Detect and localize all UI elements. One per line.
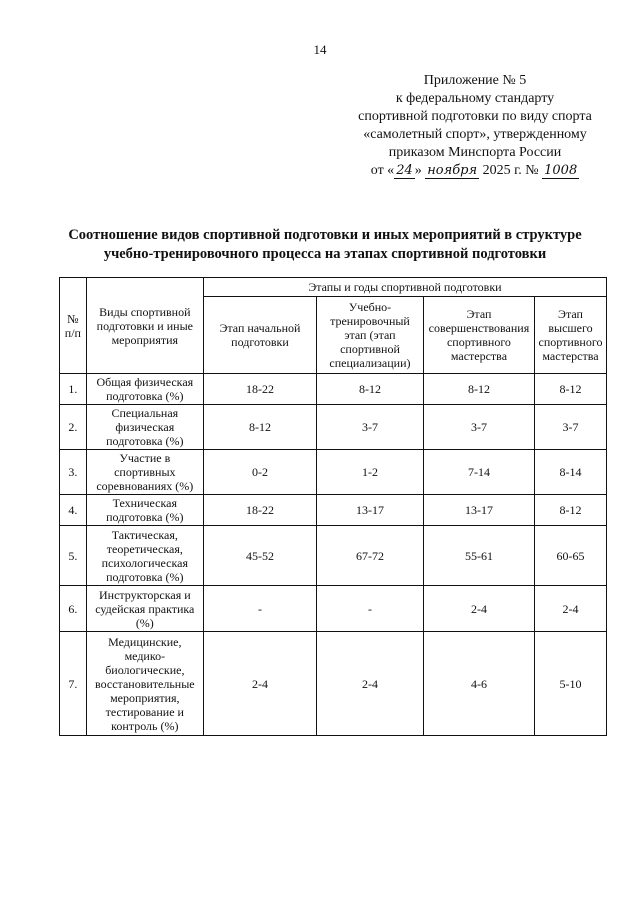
- row-num: 1.: [60, 374, 87, 405]
- header-stage-1: Этап начальной подготовки: [203, 297, 316, 374]
- row-value: 1-2: [317, 450, 424, 495]
- row-value: 8-12: [423, 374, 534, 405]
- order-number: 1008: [544, 163, 578, 178]
- table-row: [60, 586, 607, 632]
- row-value: 8-12: [203, 405, 316, 450]
- row-value: 2-4: [203, 632, 316, 736]
- row-value: 8-14: [534, 450, 606, 495]
- row-value: 4-6: [423, 632, 534, 736]
- appendix-date-line: [340, 162, 610, 180]
- document-title: [40, 226, 610, 264]
- row-value: 8-12: [317, 374, 424, 405]
- header-stage-4: Этап высшего спортивного мастерства: [534, 297, 606, 374]
- title-line-2: учебно-тренировочного процесса на этапах спортивной подготовки: [103, 246, 547, 262]
- date-year: 2025 г. №: [482, 163, 539, 178]
- row-value: 5-10: [534, 632, 606, 736]
- appendix-line-2: к федеральному стандарту: [395, 91, 555, 106]
- row-type: Медицинские, медико-биологические, восстановительные мероприятия, тестирование и контроль (%): [86, 632, 203, 736]
- row-value: 8-12: [534, 495, 606, 526]
- row-type: Инструкторская и судейская практика (%): [86, 586, 203, 632]
- appendix-block: [340, 72, 610, 180]
- row-value: 55-61: [423, 526, 534, 586]
- row-value: 45-52: [203, 526, 316, 586]
- row-type: Специальная физическая подготовка (%): [86, 405, 203, 450]
- row-value: 18-22: [203, 374, 316, 405]
- row-value: 13-17: [423, 495, 534, 526]
- row-value: -: [203, 586, 316, 632]
- table-row: [60, 374, 607, 405]
- training-ratio-table: [59, 277, 607, 736]
- date-mid: »: [414, 163, 422, 178]
- row-value: 18-22: [203, 495, 316, 526]
- row-value: 0-2: [203, 450, 316, 495]
- row-type: Тактическая, теоретическая, психологическая подготовка (%): [86, 526, 203, 586]
- row-value: -: [317, 586, 424, 632]
- header-type: Виды спортивной подготовки и иные мероприятия: [86, 278, 203, 374]
- row-num: 2.: [60, 405, 87, 450]
- header-num: № п/п: [60, 278, 87, 374]
- title-line-1: Соотношение видов спортивной подготовки и иных мероприятий в структуре: [68, 227, 582, 243]
- date-month: ноября: [427, 163, 478, 178]
- table-row: [60, 632, 607, 736]
- row-type: Техническая подготовка (%): [86, 495, 203, 526]
- date-prefix: от «: [370, 163, 395, 178]
- header-stage-2: Учебно-тренировочный этап (этап спортивной специализации): [317, 297, 424, 374]
- row-value: 2-4: [423, 586, 534, 632]
- date-day: 24: [396, 163, 413, 178]
- row-num: 5.: [60, 526, 87, 586]
- row-value: 3-7: [317, 405, 424, 450]
- row-type: Участие в спортивных соревнованиях (%): [86, 450, 203, 495]
- row-value: 7-14: [423, 450, 534, 495]
- row-value: 13-17: [317, 495, 424, 526]
- row-type: Общая физическая подготовка (%): [86, 374, 203, 405]
- row-num: 6.: [60, 586, 87, 632]
- appendix-line-4: «самолетный спорт», утвержденному: [363, 127, 587, 142]
- header-group: Этапы и годы спортивной подготовки: [203, 278, 606, 297]
- appendix-line-1: Приложение № 5: [423, 73, 527, 88]
- row-value: 3-7: [534, 405, 606, 450]
- table-row: [60, 526, 607, 586]
- row-value: 2-4: [534, 586, 606, 632]
- row-value: 60-65: [534, 526, 606, 586]
- table-row: [60, 405, 607, 450]
- row-value: 8-12: [534, 374, 606, 405]
- row-value: 3-7: [423, 405, 534, 450]
- table-row: [60, 450, 607, 495]
- appendix-line-3: спортивной подготовки по виду спорта: [358, 109, 592, 124]
- row-num: 3.: [60, 450, 87, 495]
- row-num: 7.: [60, 632, 87, 736]
- header-stage-3: Этап совершенствования спортивного мастерства: [423, 297, 534, 374]
- page-number: 14: [313, 42, 327, 57]
- row-value: 67-72: [317, 526, 424, 586]
- row-num: 4.: [60, 495, 87, 526]
- row-value: 2-4: [317, 632, 424, 736]
- appendix-line-5: приказом Минспорта России: [388, 145, 562, 160]
- table-row: [60, 495, 607, 526]
